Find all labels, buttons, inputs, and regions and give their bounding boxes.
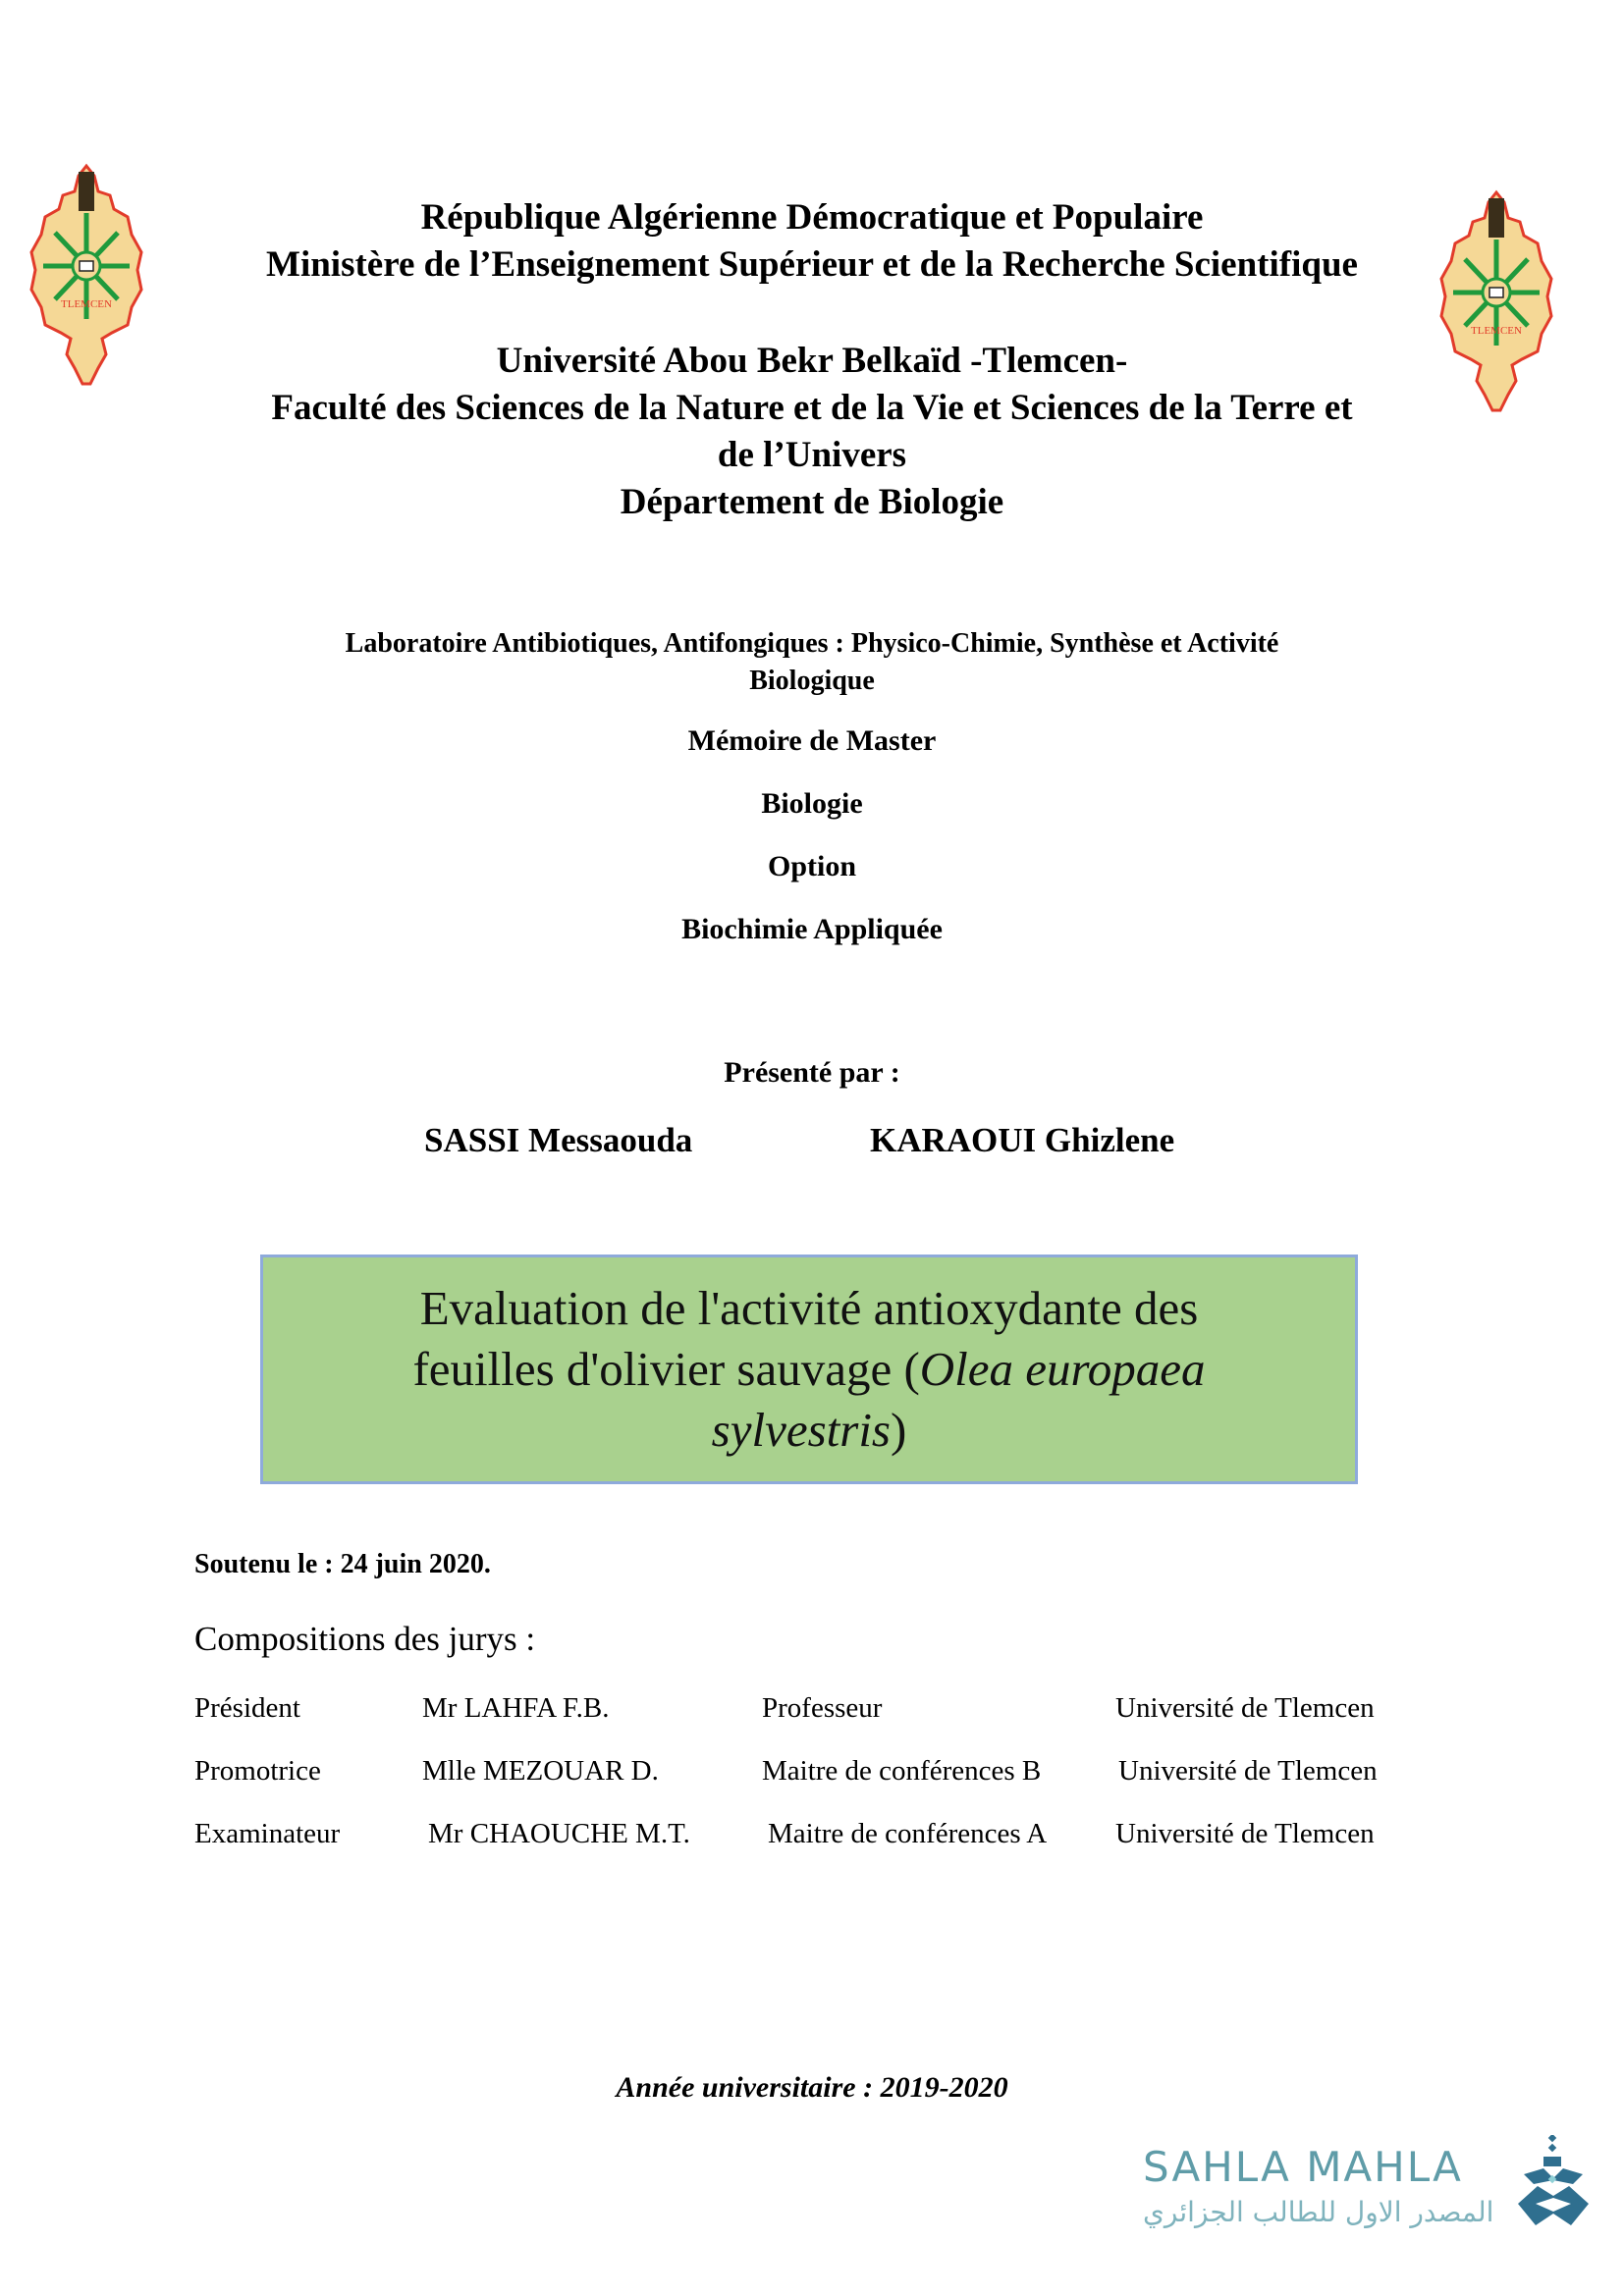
svg-text:TLEMCEN: TLEMCEN <box>1471 325 1522 337</box>
svg-text:TLEMCEN: TLEMCEN <box>61 298 112 310</box>
jury-member-name: Mlle MEZOUAR D. <box>422 1755 659 1787</box>
watermark-brand: SAHLA MAHLA <box>1143 2143 1463 2191</box>
jury-role: Promotrice <box>194 1755 321 1787</box>
sahla-mahla-logo-icon <box>1514 2135 1593 2233</box>
faculty-line-1: Faculté des Sciences de la Nature et de la Vie et Sciences de la Terre et <box>271 388 1353 428</box>
option-label: Option <box>767 850 857 882</box>
faculty-line-2: de l’Univers <box>717 435 907 475</box>
watermark-tagline: المصدر الاول للطالب الجزائري <box>1143 2196 1494 2228</box>
title-line-3-plain: ) <box>891 1403 907 1457</box>
sahla-mahla-watermark <box>1143 2135 1595 2253</box>
title-line-2-plain: feuilles d'olivier sauvage ( <box>412 1342 920 1396</box>
option-value: Biochimie Appliquée <box>681 913 943 945</box>
jury-grade: Maitre de conférences B <box>762 1755 1042 1787</box>
subspecies-name: sylvestris <box>711 1403 892 1457</box>
republic-line: République Algérienne Démocratique et Populaire <box>420 197 1204 238</box>
jury-role: Président <box>194 1692 300 1724</box>
degree-field: Biologie <box>761 787 863 820</box>
lab-line-2: Biologique <box>749 666 875 696</box>
species-name: Olea europaea <box>919 1342 1206 1396</box>
jury-role: Examinateur <box>194 1818 341 1849</box>
thesis-title-box <box>260 1255 1358 1484</box>
thesis-title <box>373 1278 1244 1461</box>
academic-year: Année universitaire : 2019-2020 <box>616 2071 1008 2104</box>
degree-type: Mémoire de Master <box>687 724 937 757</box>
jury-member-name: Mr CHAOUCHE M.T. <box>428 1818 690 1849</box>
department-name: Département de Biologie <box>620 482 1004 522</box>
presented-by-label: Présenté par : <box>724 1056 900 1089</box>
title-line-3 <box>412 1400 1205 1461</box>
university-name: Université Abou Bekr Belkaïd -Tlemcen- <box>496 341 1128 381</box>
jury-institution: Université de Tlemcen <box>1118 1755 1378 1787</box>
author-1: SASSI Messaouda <box>424 1121 693 1159</box>
jury-grade: Maitre de conférences A <box>768 1818 1048 1849</box>
defense-date: Soutenu le : 24 juin 2020. <box>194 1549 491 1579</box>
lab-line-1: Laboratoire Antibiotiques, Antifongiques : Physico-Chimie, Synthèse et Activité <box>345 628 1279 659</box>
jury-grade: Professeur <box>762 1692 883 1724</box>
ministry-line: Ministère de l’Enseignement Supérieur et de la Recherche Scientifique <box>266 244 1358 285</box>
jury-member-name: Mr LAHFA F.B. <box>422 1692 610 1724</box>
author-2: KARAOUI Ghizlene <box>870 1121 1175 1159</box>
jury-institution: Université de Tlemcen <box>1115 1818 1375 1849</box>
title-line-2 <box>412 1339 1205 1400</box>
jury-row <box>194 1818 1471 1857</box>
jury-heading: Compositions des jurys : <box>194 1620 536 1658</box>
jury-institution: Université de Tlemcen <box>1115 1692 1375 1724</box>
jury-row <box>194 1692 1471 1732</box>
title-line-1: Evaluation de l'activité antioxydante des <box>419 1281 1199 1335</box>
jury-row <box>194 1755 1471 1794</box>
